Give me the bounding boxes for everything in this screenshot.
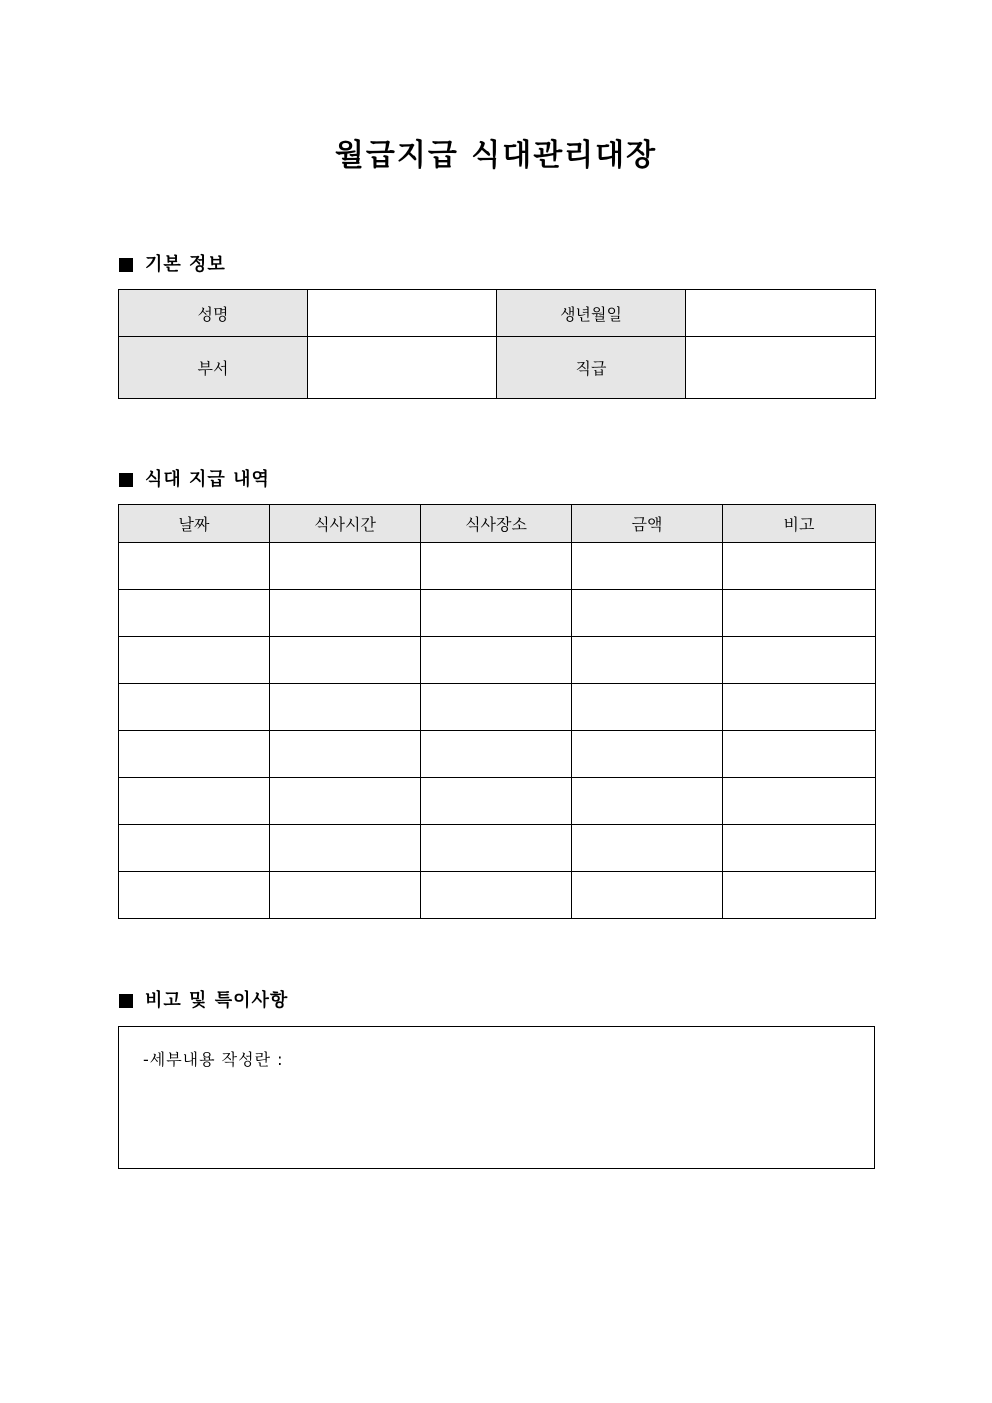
table-cell[interactable] bbox=[119, 684, 270, 731]
table-header-row bbox=[119, 505, 876, 543]
table-cell[interactable] bbox=[723, 543, 876, 590]
table-cell[interactable] bbox=[270, 684, 421, 731]
birth-date-field[interactable] bbox=[686, 290, 876, 337]
column-header-amount: 금액 bbox=[572, 505, 723, 543]
table-cell[interactable] bbox=[270, 731, 421, 778]
table-cell[interactable] bbox=[723, 590, 876, 637]
table-cell[interactable] bbox=[270, 543, 421, 590]
name-label: 성명 bbox=[119, 290, 308, 337]
meal-payments-table bbox=[118, 504, 876, 919]
table-cell[interactable] bbox=[421, 684, 572, 731]
column-header-remarks: 비고 bbox=[723, 505, 876, 543]
table-cell[interactable] bbox=[572, 543, 723, 590]
table-cell[interactable] bbox=[421, 778, 572, 825]
table-cell[interactable] bbox=[421, 872, 572, 919]
table-row bbox=[119, 778, 876, 825]
square-bullet-icon bbox=[119, 994, 133, 1008]
table-row bbox=[119, 637, 876, 684]
section-heading-text: 식대 지급 내역 bbox=[145, 469, 270, 490]
table-cell[interactable] bbox=[723, 872, 876, 919]
table-row bbox=[119, 337, 876, 399]
table-cell[interactable] bbox=[572, 825, 723, 872]
section-heading-basic-info bbox=[119, 253, 226, 277]
birth-date-label: 생년월일 bbox=[497, 290, 686, 337]
table-cell[interactable] bbox=[723, 637, 876, 684]
section-heading-text: 비고 및 특이사항 bbox=[145, 990, 289, 1011]
table-cell[interactable] bbox=[270, 778, 421, 825]
table-cell[interactable] bbox=[572, 778, 723, 825]
table-cell[interactable] bbox=[421, 637, 572, 684]
document-title: 월급지급 식대관리대장 bbox=[334, 138, 658, 173]
department-label: 부서 bbox=[119, 337, 308, 399]
table-cell[interactable] bbox=[572, 637, 723, 684]
name-field[interactable] bbox=[308, 290, 497, 337]
table-row bbox=[119, 543, 876, 590]
table-cell[interactable] bbox=[572, 590, 723, 637]
table-row bbox=[119, 825, 876, 872]
section-heading-text: 기본 정보 bbox=[145, 254, 226, 275]
table-cell[interactable] bbox=[119, 590, 270, 637]
table-cell[interactable] bbox=[270, 637, 421, 684]
table-cell[interactable] bbox=[723, 731, 876, 778]
table-cell[interactable] bbox=[723, 684, 876, 731]
table-row bbox=[119, 290, 876, 337]
table-cell[interactable] bbox=[421, 825, 572, 872]
table-cell[interactable] bbox=[572, 731, 723, 778]
table-cell[interactable] bbox=[270, 590, 421, 637]
column-header-meal-place: 식사장소 bbox=[421, 505, 572, 543]
position-field[interactable] bbox=[686, 337, 876, 399]
table-cell[interactable] bbox=[723, 778, 876, 825]
notes-prompt: -세부내용 작성란 : bbox=[143, 1050, 284, 1069]
table-row bbox=[119, 590, 876, 637]
department-field[interactable] bbox=[308, 337, 497, 399]
table-cell[interactable] bbox=[119, 778, 270, 825]
table-cell[interactable] bbox=[270, 872, 421, 919]
square-bullet-icon bbox=[119, 473, 133, 487]
column-header-date: 날짜 bbox=[119, 505, 270, 543]
table-cell[interactable] bbox=[119, 731, 270, 778]
basic-info-table bbox=[118, 289, 876, 399]
table-cell[interactable] bbox=[270, 825, 421, 872]
table-cell[interactable] bbox=[119, 543, 270, 590]
table-cell[interactable] bbox=[572, 684, 723, 731]
table-cell[interactable] bbox=[421, 543, 572, 590]
table-row bbox=[119, 872, 876, 919]
position-label: 직급 bbox=[497, 337, 686, 399]
section-heading-notes bbox=[119, 989, 288, 1013]
table-cell[interactable] bbox=[421, 731, 572, 778]
table-cell[interactable] bbox=[572, 872, 723, 919]
notes-box[interactable] bbox=[118, 1026, 875, 1169]
table-cell[interactable] bbox=[119, 825, 270, 872]
square-bullet-icon bbox=[119, 258, 133, 272]
section-heading-meal-payments bbox=[119, 468, 270, 492]
table-cell[interactable] bbox=[421, 590, 572, 637]
column-header-meal-time: 식사시간 bbox=[270, 505, 421, 543]
table-cell[interactable] bbox=[723, 825, 876, 872]
table-row bbox=[119, 731, 876, 778]
table-cell[interactable] bbox=[119, 637, 270, 684]
table-row bbox=[119, 684, 876, 731]
table-cell[interactable] bbox=[119, 872, 270, 919]
